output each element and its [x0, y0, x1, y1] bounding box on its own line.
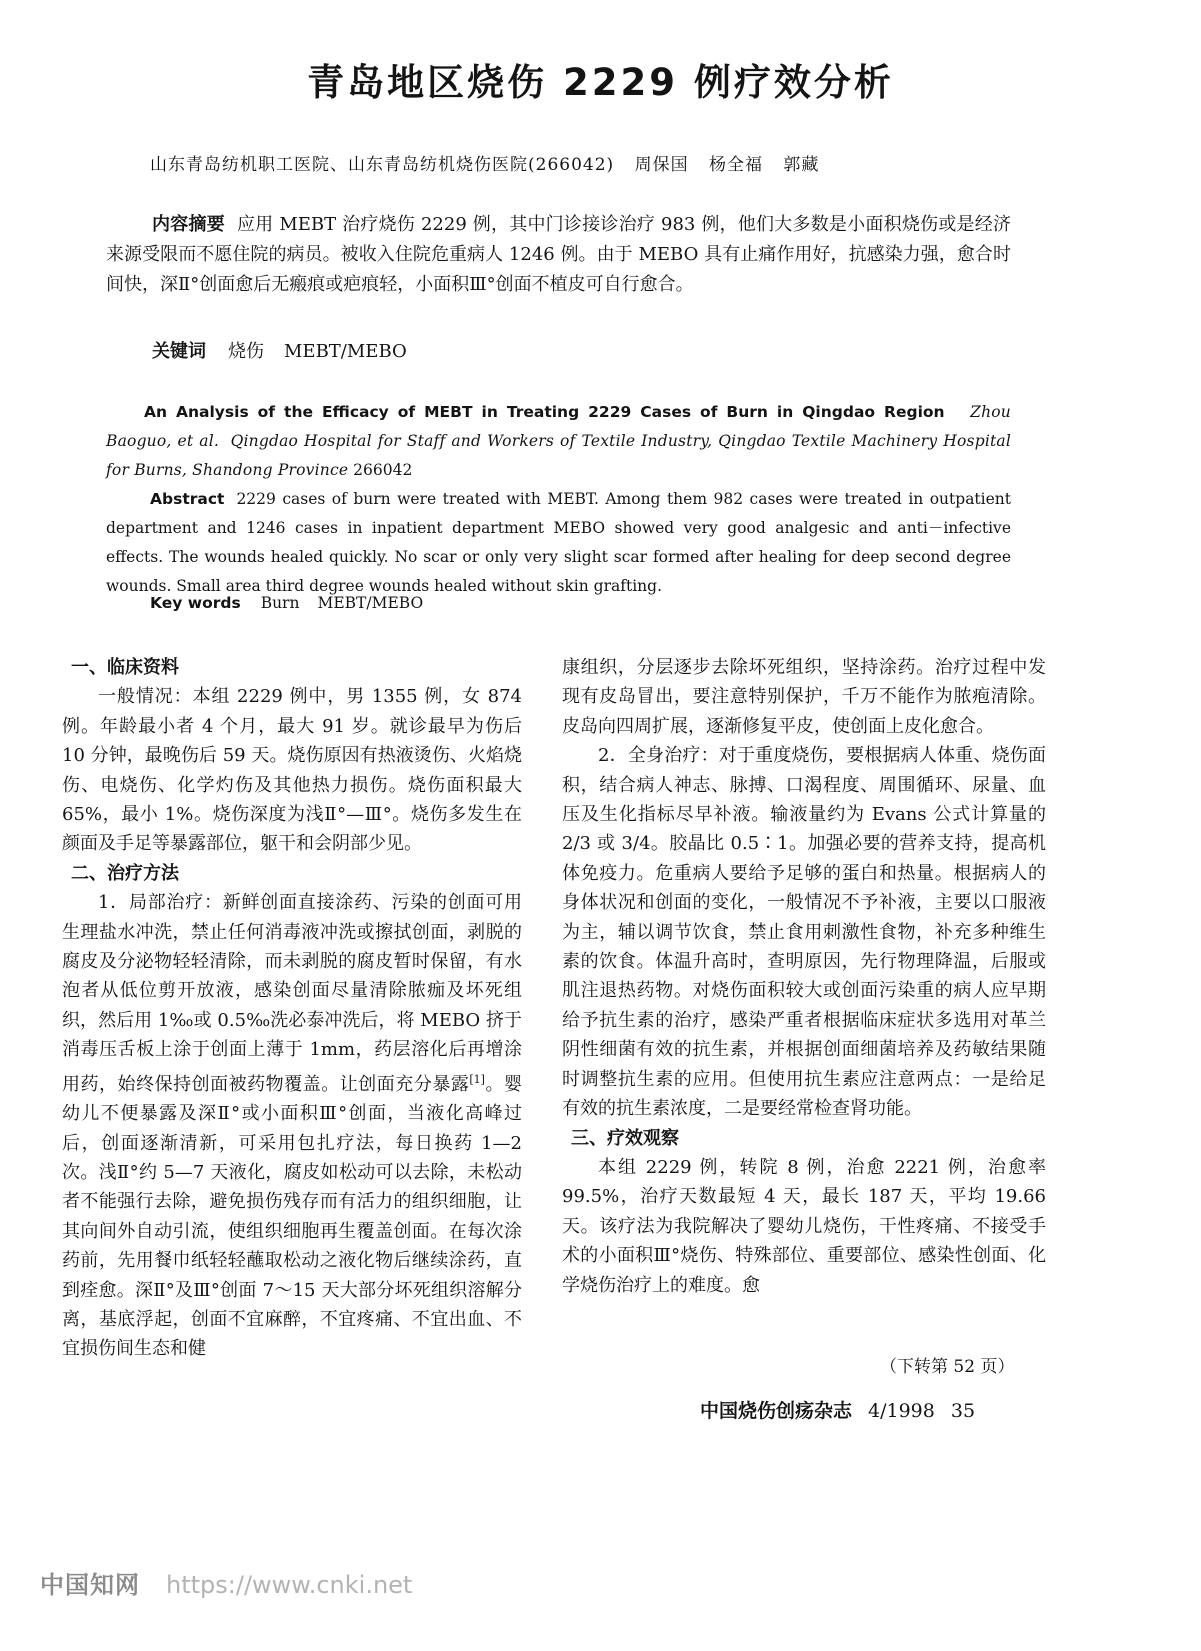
english-title-block: [106, 398, 1011, 485]
local-treatment-text-b: 。婴幼儿不便暴露及深Ⅱ°或小面积Ⅲ°创面，当液化高峰过后，创面逐渐清新，可采用包扎疗法，每日换药 1—2 次。浅Ⅱ°约 5—7 天液化，腐皮如松动可以去除，未松动者不能强行去除，避免损伤残存而有活力的组织细胞，让其向间外自动引流，使组织细胞再生覆盖创面。在每次涂药前，先用餐巾纸轻轻蘸取松动之液化物后继续涂药，直到痊愈。深Ⅱ°及Ⅲ°创面 7～15 天大部分坏死组织溶解分离，基底浮起，创面不宜麻醉，不宜疼痛、不宜出血、不宜损伤间生态和健: [62, 1073, 523, 1360]
abstract-cn-label: 内容摘要: [152, 214, 225, 235]
article-title: 青岛地区烧伤 2229 例疗效分析: [307, 61, 894, 104]
author-3: 郭藏: [783, 155, 820, 175]
abstract-en: [106, 485, 1011, 601]
author-2: 杨全福: [708, 155, 763, 175]
local-treatment-text-a: 1．局部治疗：新鲜创面直接涂药、污染的创面可用生理盐水冲洗，禁止任何消毒液冲洗或擦拭创面，剥脱的腐皮及分泌物轻轻清除，而未剥脱的腐皮暂时保留，有水泡者从低位剪开放液，感染创面尽量清除脓痂及坏死组织，然后用 1‰或 0.5‰洗必泰冲洗后，将 MEBO 挤于消毒压舌板上涂于创面上薄于 1mm，药层溶化后再增涂用药，始终保持创面被药物覆盖。让创面充分暴露: [62, 892, 522, 1095]
affiliation-line: [150, 150, 819, 175]
keyword-en-2: MEBT/MEBO: [317, 594, 424, 612]
paragraph-general: 一般情况：本组 2229 例中，男 1355 例，女 874 例。年龄最小者 4 个月，最大 91 岁。就诊最早为伤后 10 分钟，最晚伤后 59 天。烧伤原因有热液烫伤、火焰烧伤、电烧伤、化学灼伤及其他热力损伤。烧伤面积最大 65%，最小 1%。烧伤深度为浅Ⅱ°—Ⅲ°。烧伤多发生在颜面及手足等暴露部位，躯干和会阴部少见。: [62, 686, 522, 855]
abstract-cn-text: 应用 MEBT 治疗烧伤 2229 例，其中门诊接诊治疗 983 例，他们大多数是小面积烧伤或是经济来源受限而不愿住院的病员。被收入住院危重病人 1246 例。由于 MEBO 具有止痛作用好，抗感染力强，愈合时间快，深Ⅱ°创面愈后无瘢痕或疤痕轻，小面积Ⅲ°创面不植皮可自行愈合。: [106, 214, 1012, 295]
abstract-en-label: Abstract: [150, 490, 225, 508]
reference-marker: [1]: [469, 1072, 485, 1086]
keywords-en-label: Key words: [150, 594, 241, 612]
english-institution: Qingdao Hospital for Staff and Workers of Textile Industry, Qingdao Textile Machinery Hospital for Burns, Shandong Province: [106, 432, 1011, 479]
keywords-cn-label: 关键词: [152, 341, 206, 362]
body-column-left: [62, 653, 522, 1364]
cnki-watermark: [40, 1565, 412, 1600]
keyword-cn-2: MEBT/MEBO: [284, 341, 407, 362]
affiliation: 山东青岛纺机职工医院、山东青岛纺机烧伤医院(266042): [150, 155, 615, 175]
continued-note: （下转第 52 页）: [880, 1357, 1015, 1377]
abstract-cn: [106, 210, 1011, 300]
section-heading-1: 一、临床资料: [71, 657, 179, 678]
abstract-en-text: 2229 cases of burn were treated with MEBT. Among them 982 cases were treated in outpatient department and 1246 cases in inpatient department MEBO showed very good analgesic and anti－infective effects. The wounds healed quickly. No scar or only very slight scar formed after healing for deep second degree wounds. Small area third degree wounds healed without skin grafting.: [106, 490, 1011, 595]
keyword-en-1: Burn: [260, 594, 300, 612]
paragraph-local-treatment-cont: 康组织，分层逐步去除坏死组织，坚持涂药。治疗过程中发现有皮岛冒出，要注意特别保护，千万不能作为脓疱清除。皮岛向四周扩展，逐渐修复平皮，使创面上皮化愈合。: [562, 657, 1046, 737]
paragraph-efficacy: 本组 2229 例，转院 8 例，治愈 2221 例，治愈率 99.5%，治疗天数最短 4 天，最长 187 天，平均 19.66 天。该疗法为我院解决了婴幼儿烧伤，干性疼痛、不接受手术的小面积Ⅲ°烧伤、特殊部位、重要部位、感染性创面、化学烧伤治疗上的难度。愈: [562, 1156, 1046, 1296]
page-number: 35: [950, 1400, 976, 1422]
keyword-cn-1: 烧伤: [228, 341, 264, 362]
english-authors: Zhou Baoguo, et al.: [106, 403, 1011, 450]
cnki-url[interactable]: https://www.cnki.net: [166, 1571, 413, 1599]
cnki-logo: 中国知网: [40, 1571, 140, 1599]
english-postcode: 266042: [353, 461, 413, 479]
section-heading-3: 三、疗效观察: [571, 1127, 679, 1149]
author-1: 周保国: [634, 155, 689, 175]
journal-name: 中国烧伤创疡杂志: [700, 1400, 853, 1422]
paragraph-local-treatment: [62, 888, 522, 1364]
paragraph-systemic-treatment: 2．全身治疗：对于重度烧伤，要根据病人体重、烧伤面积，结合病人神志、脉搏、口渴程度、周围循环、尿量、血压及生化指标尽早补液。输液量约为 Evans 公式计算量的 2/3 或 3/4。胶晶比 0.5∶1。加强必要的营养支持，提高机体免疫力。危重病人要给予足够的蛋白和热量。根据病人的身体状况和创面的变化，一般情况不予补液，主要以口服液为主，辅以调节饮食，禁止食用刺激性食物，补充多种维生素的饮食。体温升高时，查明原因，先行物理降温，后服或肌注退热药物。对烧伤面积较大或创面污染重的病人应早期给予抗生素的治疗，感染严重者根据临床症状多选用对革兰阴性细菌有效的抗生素，并根据创面细菌培养及药敏结果随时调整抗生素的应用。但使用抗生素应注意两点：一是给足有效的抗生素浓度，二是要经常检查肾功能。: [562, 745, 1046, 1120]
body-column-right: [562, 653, 1046, 1300]
journal-issue: 4/1998: [868, 1400, 935, 1422]
keywords-en: [150, 594, 423, 612]
english-title: An Analysis of the Efficacy of MEBT in Treating 2229 Cases of Burn in Qingdao Region: [144, 403, 945, 421]
page-footer: [700, 1396, 975, 1423]
section-heading-2: 二、治疗方法: [71, 862, 179, 884]
keywords-cn: [152, 337, 407, 363]
